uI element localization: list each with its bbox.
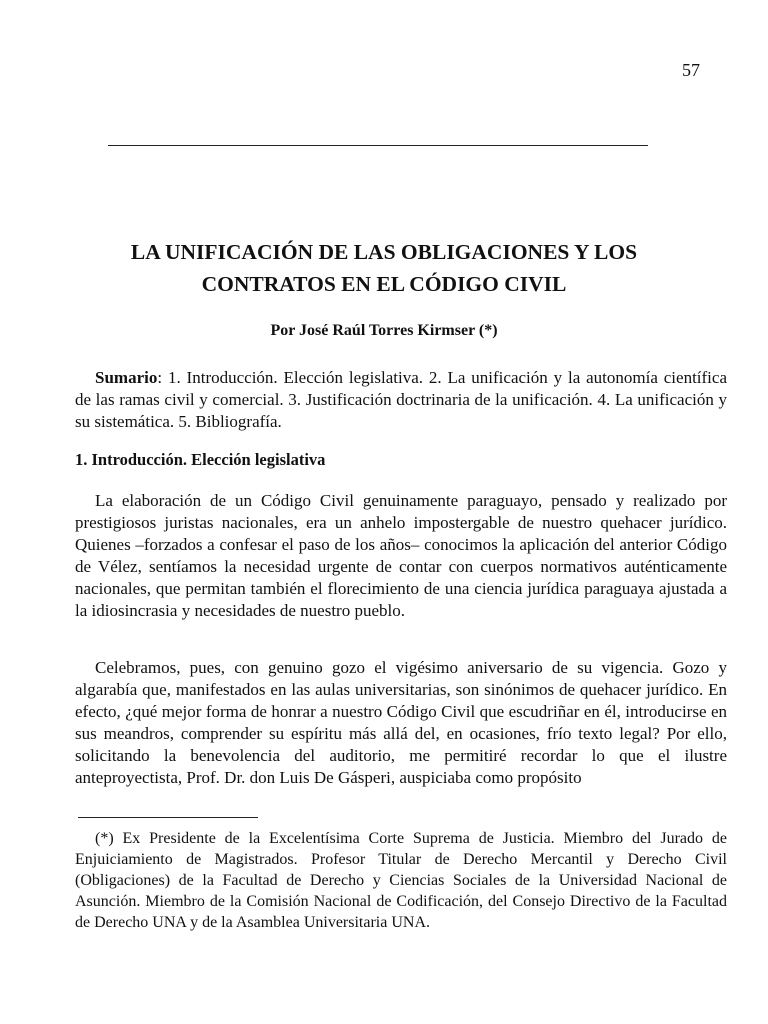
summary-paragraph bbox=[75, 367, 727, 433]
paragraph-2-text: Celebramos, pues, con genuino gozo el vigésimo aniversario de su vigencia. Gozo y algarabía que, manifestados en las aulas universitarias, son sinónimos de quehacer jurídico. En efecto, ¿qué mejor forma de honrar a nuestro Código Civil que escudriñar en él, introducirse en sus meandros, comprender su espíritu más allá del, en ocasiones, frío texto legal? Por ello, solicitando la benevolencia del auditorio, me permitiré recordar lo que el ilustre anteproyectista, Prof. Dr. don Luis De Gásperi, auspiciaba como propósito bbox=[75, 658, 727, 787]
article-title bbox=[0, 236, 768, 300]
title-line-2: CONTRATOS EN EL CÓDIGO CIVIL bbox=[201, 272, 567, 296]
section-heading: 1. Introducción. Elección legislativa bbox=[75, 450, 326, 469]
footnote-rule bbox=[78, 817, 258, 818]
summary-label: Sumario bbox=[95, 368, 158, 387]
paragraph-1-text: La elaboración de un Código Civil genuinamente paraguayo, pensado y realizado por prestigiosos juristas nacionales, era un anhelo impostergable de nuestro quehacer jurídico. Quienes –forzados a confesar el paso de los años– conocimos la aplicación del anterior Código de Vélez, sentíamos la necesidad urgente de contar con cuerpos normativos auténticamente nacionales, que permitan también el florecimiento de una ciencia jurídica paraguaya ajustada a la idiosincrasia y necesidades de nuestro pueblo. bbox=[75, 491, 727, 620]
footnote bbox=[75, 828, 727, 933]
title-line-1: LA UNIFICACIÓN DE LAS OBLIGACIONES Y LOS bbox=[130, 240, 638, 264]
summary-text: : 1. Introducción. Elección legislativa. 2. La unificación y la autonomía científica de las ramas civil y comercial. 3. Justificación doctrinaria de la unificación. 4. La unificación y su sistemática. 5. Bibliografía. bbox=[75, 368, 727, 431]
page-number: 57 bbox=[682, 60, 700, 80]
body-paragraph-1 bbox=[75, 490, 727, 622]
footnote-text: (*) Ex Presidente de la Excelentísima Corte Suprema de Justicia. Miembro del Jurado de Enjuiciamiento de Magistrados. Profesor Titular de Derecho Mercantil y Derecho Civil (Obligaciones) de la Facultad de Derecho y Ciencias Sociales de la Universidad Nacional de Asunción. Miembro de la Comisión Nacional de Codificación, del Consejo Directivo de la Facultad de Derecho UNA y de la Asamblea Universitaria UNA. bbox=[75, 830, 727, 931]
body-paragraph-2 bbox=[75, 657, 727, 789]
author-byline: Por José Raúl Torres Kirmser (*) bbox=[270, 322, 498, 339]
header-rule bbox=[108, 145, 648, 146]
